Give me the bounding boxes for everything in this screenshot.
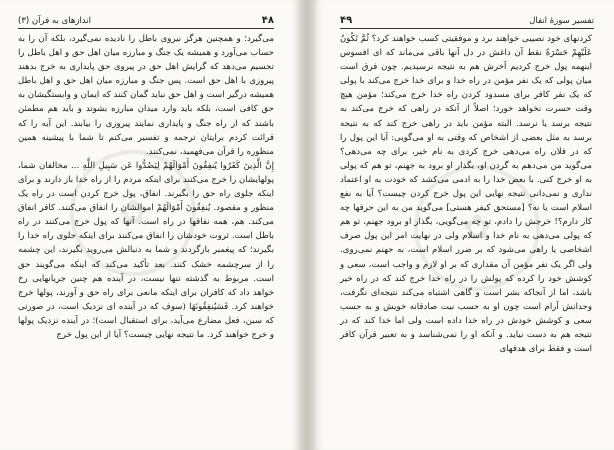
- right-page-header: [340, 12, 594, 29]
- right-page-body: [340, 32, 592, 444]
- library-stamp-watermark: ✿: [70, 150, 196, 276]
- left-page: [0, 0, 300, 450]
- library-stamp-watermark: ✿: [414, 165, 540, 291]
- right-running-title: تفسیر سورهٔ انفال: [529, 16, 594, 26]
- right-page: [314, 0, 614, 450]
- left-page-number: ۴۸: [261, 15, 274, 26]
- right-page-number: ۴۹: [340, 15, 353, 26]
- left-page-body: [18, 32, 274, 444]
- left-running-title: اندازهای به قرآن (۳): [18, 16, 91, 26]
- paragraph: کردنهای خود نصیبی خواهند برد و موفقیتی کسب خواهند کرد؟ ثُمَّ تَكُونُ عَلَيْهِمْ حَسْرَةً نقط آن داغش در دل آنها باقی می‌ماند که ای افسوس اینهمه پول خرج کردیم آخرش هم به نتیجه نرسیدیم. چون فرق است میان پولی که یک نفر مؤمن در راه خدا و برای خدا خرج می‌کند با پولی که یک نفر کافر برای مسدود کردن راه خدا خرج می‌کند؛ مؤمن هیچ وقت حسرت نخواهد خورد؛ اصلاً از آنکه در راهی که خرج می‌کند به نتیجه برسد یا نرسد. البته مؤمن باید در راهی خرج کند که به نتیجه برسد به مثل بعضی از اشخاص که وقتی به او می‌گویی: آیا این پول را که در فلان راه می‌دهی خرج کردی به نام خیر، برای چه می‌دهی؟ می‌گوید من می‌دهم به گردن او، بگذار او برود به جهنم، تو هم که پولی به او خرج کنی. با بعض خدا را به ادمی می‌کشد که خودت به او اعتماد نداری و نمی‌دانی نتیجه نهایی این پول خرج کردن چیست؟ آیا به نفع اسلام است یا نه؟ [مستحق کیفر هستی] می‌گوید من به این حرفها چه کار دارم؟! خرجش را دادم، تو چه می‌گویی، بگذار او برود جهنم، تو هم که پولی می‌دهی به نام خدا و اسلام ولی در نهایت امر این پول صرف اشخاصی یا راهی می‌شود که بر ضرر اسلام است، به جهنم نمی‌روی. ولی اگر یک نفر مؤمن آن مقداری که بر او لازم و واجب است، سعی و کوشش خود را کرده که پولش را در راه خدا خرج کند که در راه خیر باشد، اما از آنجاکه بشر است و گاهی اشتباه می‌کند نتیجه‌ای نگرفت، وجدانش آرام است چون او به حسب نیت صادقانه خویش و به حسب سعی و کوشش خودش در راه خدا داده است ولی اما خدا کند که در نتیجه هم به دست نیاید. و آنکه او را نمی‌شناسد و به تعبیر قرآن کافر است و فقط برای هدفهای: [340, 34, 592, 355]
- paragraph: می‌گیرد؛ و همچنین هرگز نیروی باطل را نادیده نمی‌گیرد، بلکه آن را به حساب می‌آورد و همیشه یک جنگ و مبارزه میان اهل حق و اهل باطل را تجسیم می‌دهد که گرایش اهل حق در پیروی حق پایداری به خرج بدهند پیروزی با اهل حق است. پس جنگ و مبارزه میان اهل حق و اهل باطل همیشه درگیر است و اهل حق نباید گمان کنند که ایمان و وابستگیشان به حق کافی است، بلکه باید وارد میدان مبارزه بشوند و باید هم مطمئن باشند که از راه جنگ و پایداری نمایند پیروزی را بیابند. این آیه را که قرائت کردم برایتان ترجمه و تفسیر می‌کنم تا شما با پیشینه همین منظوره را قرآن می‌فهمید، نمی‌کنند.: [18, 34, 274, 157]
- book-gutter: [300, 0, 314, 450]
- paragraph: إِنَّ الَّذِينَ كَفَرُوا يُنفِقُونَ أَمْوَالَهُمْ لِيَصُدُّوا عَن سَبِيلِ اللَّهِ ... مخالفان شما، پولهایشان را خرج می‌کنند برای اینکه مردم را از راه خدا باز دارند و برای اینکه جلوی راه حق را بگیرند. انفاق، پول خرج کردن است در راه یک منظور و مقصود. يُنفِقُونَ أَمْوَالَهُمْ اموالشان را انفاق می‌کنند. کافر انفاق می‌کند. هم، همه نفاقها در راه است. آنها که پول خرج می‌کنند در راه باطل است. ثروت خودشان را انفاق می‌کنند برای اینکه جلوی راه خدا را بگیرند؛ که پیغمبر بازگردند و شما به دنبالش می‌روید بگیرند، این چشمه را از سرچشمه خشک کنند. بعد تأکید می‌کند که اینکه می‌گویند حق است. مربوط به گذشته تنها نیست، در آینده هم چنین جریانهایی رخ خواهد داد که کافران برای اینکه مانعی برای راه حق و آورند، پولها خرج خواهند کرد. فَسَيُنفِقُونَهَا (سوف که در آینده ای نزدیک است، در صورتی که سین، فعل مضارع می‌آید، برای استقبال است)؛ در آینده نزدیک پولها و خرج خواهند کرد. ما نتیجه نهایی چیست؟ آیا از این پول خرج: [18, 160, 274, 340]
- left-page-header: [18, 12, 274, 29]
